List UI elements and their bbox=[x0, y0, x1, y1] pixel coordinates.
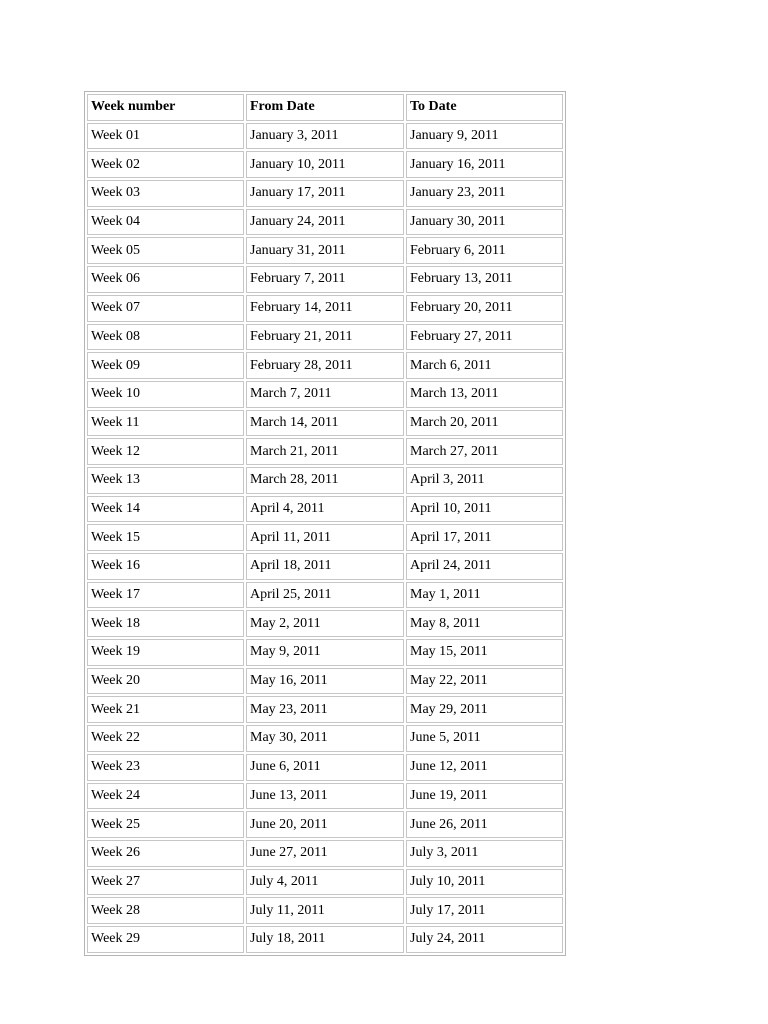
table-row bbox=[87, 180, 563, 207]
table-row bbox=[87, 151, 563, 178]
cell-from-date: April 25, 2011 bbox=[246, 582, 404, 609]
cell-from-date: May 9, 2011 bbox=[246, 639, 404, 666]
table-row bbox=[87, 467, 563, 494]
table-row bbox=[87, 524, 563, 551]
table-row bbox=[87, 725, 563, 752]
cell-week-number: Week 22 bbox=[87, 725, 244, 752]
cell-to-date: January 23, 2011 bbox=[406, 180, 563, 207]
cell-week-number: Week 20 bbox=[87, 668, 244, 695]
table-row bbox=[87, 754, 563, 781]
table-row bbox=[87, 266, 563, 293]
cell-to-date: January 16, 2011 bbox=[406, 151, 563, 178]
table-row bbox=[87, 783, 563, 810]
table-row bbox=[87, 582, 563, 609]
cell-from-date: March 14, 2011 bbox=[246, 410, 404, 437]
cell-week-number: Week 14 bbox=[87, 496, 244, 523]
cell-week-number: Week 17 bbox=[87, 582, 244, 609]
table-row bbox=[87, 496, 563, 523]
cell-week-number: Week 26 bbox=[87, 840, 244, 867]
cell-week-number: Week 24 bbox=[87, 783, 244, 810]
cell-week-number: Week 19 bbox=[87, 639, 244, 666]
cell-week-number: Week 12 bbox=[87, 438, 244, 465]
cell-from-date: February 14, 2011 bbox=[246, 295, 404, 322]
cell-from-date: July 4, 2011 bbox=[246, 869, 404, 896]
cell-to-date: April 24, 2011 bbox=[406, 553, 563, 580]
table-row bbox=[87, 381, 563, 408]
cell-week-number: Week 01 bbox=[87, 123, 244, 150]
cell-from-date: July 18, 2011 bbox=[246, 926, 404, 953]
cell-to-date: January 30, 2011 bbox=[406, 209, 563, 236]
cell-to-date: May 1, 2011 bbox=[406, 582, 563, 609]
cell-to-date: July 3, 2011 bbox=[406, 840, 563, 867]
cell-from-date: June 13, 2011 bbox=[246, 783, 404, 810]
cell-to-date: July 24, 2011 bbox=[406, 926, 563, 953]
cell-to-date: July 17, 2011 bbox=[406, 897, 563, 924]
table-row bbox=[87, 639, 563, 666]
cell-from-date: March 28, 2011 bbox=[246, 467, 404, 494]
header-to-date: To Date bbox=[406, 94, 563, 121]
table-row bbox=[87, 840, 563, 867]
cell-from-date: May 30, 2011 bbox=[246, 725, 404, 752]
cell-week-number: Week 08 bbox=[87, 324, 244, 351]
cell-to-date: May 15, 2011 bbox=[406, 639, 563, 666]
table-body bbox=[87, 123, 563, 953]
cell-from-date: February 28, 2011 bbox=[246, 352, 404, 379]
cell-from-date: March 21, 2011 bbox=[246, 438, 404, 465]
cell-to-date: July 10, 2011 bbox=[406, 869, 563, 896]
table-row bbox=[87, 324, 563, 351]
cell-week-number: Week 04 bbox=[87, 209, 244, 236]
cell-from-date: February 21, 2011 bbox=[246, 324, 404, 351]
header-from-date: From Date bbox=[246, 94, 404, 121]
table-row bbox=[87, 295, 563, 322]
cell-week-number: Week 10 bbox=[87, 381, 244, 408]
cell-to-date: March 13, 2011 bbox=[406, 381, 563, 408]
cell-week-number: Week 29 bbox=[87, 926, 244, 953]
cell-from-date: February 7, 2011 bbox=[246, 266, 404, 293]
cell-week-number: Week 16 bbox=[87, 553, 244, 580]
header-week-number: Week number bbox=[87, 94, 244, 121]
cell-week-number: Week 06 bbox=[87, 266, 244, 293]
cell-week-number: Week 13 bbox=[87, 467, 244, 494]
table-row bbox=[87, 237, 563, 264]
table-row bbox=[87, 553, 563, 580]
cell-from-date: June 20, 2011 bbox=[246, 811, 404, 838]
table-row bbox=[87, 352, 563, 379]
table-row bbox=[87, 410, 563, 437]
cell-week-number: Week 21 bbox=[87, 696, 244, 723]
cell-week-number: Week 05 bbox=[87, 237, 244, 264]
cell-to-date: April 3, 2011 bbox=[406, 467, 563, 494]
table-row bbox=[87, 811, 563, 838]
table-row bbox=[87, 209, 563, 236]
cell-to-date: May 22, 2011 bbox=[406, 668, 563, 695]
cell-from-date: January 24, 2011 bbox=[246, 209, 404, 236]
cell-week-number: Week 15 bbox=[87, 524, 244, 551]
cell-week-number: Week 11 bbox=[87, 410, 244, 437]
cell-from-date: May 16, 2011 bbox=[246, 668, 404, 695]
cell-to-date: March 27, 2011 bbox=[406, 438, 563, 465]
cell-to-date: June 19, 2011 bbox=[406, 783, 563, 810]
cell-from-date: March 7, 2011 bbox=[246, 381, 404, 408]
cell-from-date: June 27, 2011 bbox=[246, 840, 404, 867]
cell-week-number: Week 02 bbox=[87, 151, 244, 178]
cell-week-number: Week 18 bbox=[87, 610, 244, 637]
cell-to-date: February 27, 2011 bbox=[406, 324, 563, 351]
cell-to-date: April 17, 2011 bbox=[406, 524, 563, 551]
table-row bbox=[87, 123, 563, 150]
cell-from-date: May 23, 2011 bbox=[246, 696, 404, 723]
table-row bbox=[87, 869, 563, 896]
table-row bbox=[87, 438, 563, 465]
cell-from-date: April 18, 2011 bbox=[246, 553, 404, 580]
week-dates-table bbox=[84, 91, 566, 956]
cell-from-date: June 6, 2011 bbox=[246, 754, 404, 781]
cell-to-date: May 8, 2011 bbox=[406, 610, 563, 637]
cell-to-date: January 9, 2011 bbox=[406, 123, 563, 150]
table-row bbox=[87, 696, 563, 723]
table-row bbox=[87, 668, 563, 695]
table-row bbox=[87, 610, 563, 637]
cell-from-date: May 2, 2011 bbox=[246, 610, 404, 637]
cell-to-date: February 20, 2011 bbox=[406, 295, 563, 322]
cell-from-date: January 31, 2011 bbox=[246, 237, 404, 264]
cell-to-date: February 6, 2011 bbox=[406, 237, 563, 264]
cell-from-date: January 10, 2011 bbox=[246, 151, 404, 178]
cell-to-date: June 12, 2011 bbox=[406, 754, 563, 781]
cell-week-number: Week 09 bbox=[87, 352, 244, 379]
table-row bbox=[87, 897, 563, 924]
cell-to-date: March 6, 2011 bbox=[406, 352, 563, 379]
cell-from-date: January 3, 2011 bbox=[246, 123, 404, 150]
cell-week-number: Week 23 bbox=[87, 754, 244, 781]
cell-week-number: Week 25 bbox=[87, 811, 244, 838]
cell-to-date: April 10, 2011 bbox=[406, 496, 563, 523]
cell-to-date: May 29, 2011 bbox=[406, 696, 563, 723]
table-header bbox=[87, 94, 563, 121]
cell-week-number: Week 28 bbox=[87, 897, 244, 924]
cell-week-number: Week 07 bbox=[87, 295, 244, 322]
cell-week-number: Week 27 bbox=[87, 869, 244, 896]
cell-to-date: June 5, 2011 bbox=[406, 725, 563, 752]
cell-from-date: April 4, 2011 bbox=[246, 496, 404, 523]
cell-from-date: April 11, 2011 bbox=[246, 524, 404, 551]
cell-from-date: January 17, 2011 bbox=[246, 180, 404, 207]
cell-to-date: February 13, 2011 bbox=[406, 266, 563, 293]
cell-from-date: July 11, 2011 bbox=[246, 897, 404, 924]
cell-to-date: March 20, 2011 bbox=[406, 410, 563, 437]
cell-to-date: June 26, 2011 bbox=[406, 811, 563, 838]
cell-week-number: Week 03 bbox=[87, 180, 244, 207]
table-row bbox=[87, 926, 563, 953]
header-row bbox=[87, 94, 563, 121]
